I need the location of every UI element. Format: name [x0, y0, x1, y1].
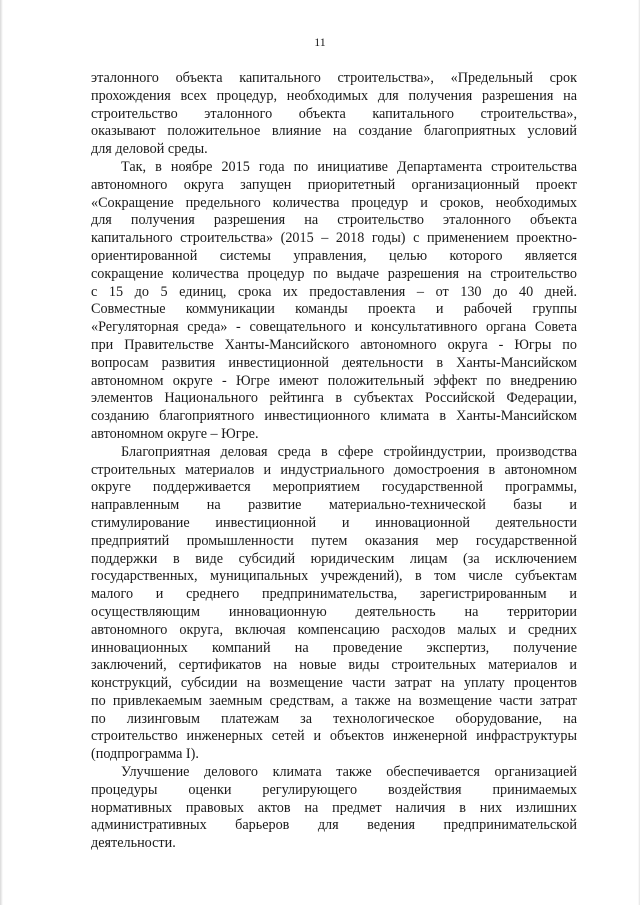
text-line: округе поддерживается мероприятием государственной программы,	[91, 479, 577, 496]
text-line: Улучшение делового климата также обеспечивается организацией	[121, 764, 577, 781]
text-line: по привлекаемым заемным средствам, а также на возмещение части затрат	[91, 692, 577, 709]
text-line: автономного округа запущен приоритетный организационный проект	[91, 176, 577, 193]
paragraph	[91, 444, 577, 764]
text-line: строительство эталонного объекта капитального строительства»,	[91, 105, 577, 122]
text-line: строительство инженерных сетей и объектов инженерной инфраструктуры	[91, 728, 577, 745]
text-line: сокращение количества процедур по выдаче разрешения на строительство	[91, 265, 577, 282]
text-line: осуществляющим инновационную деятельность на территории	[91, 603, 577, 620]
text-line: с 15 до 5 единиц, срока их предоставления – от 130 до 40 дней.	[91, 283, 577, 300]
text-line: элементов Национального рейтинга в субъектах Российской Федерации,	[91, 390, 577, 407]
text-line: деятельности.	[91, 835, 176, 852]
text-line: малого и среднего предпринимательства, зарегистрированным и	[91, 586, 577, 603]
text-line: заключений, сертификатов на новые виды строительных материалов и	[91, 657, 577, 674]
text-line: строительных материалов и индустриального домостроения в автономном	[91, 461, 577, 478]
text-line: ориентированной системы управления, целью которого является	[91, 247, 577, 264]
text-line: нормативных правовых актов на предмет наличия в них излишних	[91, 799, 577, 816]
text-line: стимулирование инвестиционной и инновационной деятельности	[91, 514, 577, 531]
text-line: прохождения всех процедур, необходимых для получения разрешения на	[91, 87, 577, 104]
paragraph	[91, 159, 577, 444]
paragraph	[91, 764, 577, 853]
text-line: предприятий промышленности путем оказания мер государственной	[91, 532, 577, 549]
scan-edge-left	[0, 0, 3, 905]
text-line: административных барьеров для ведения предпринимательской	[91, 817, 577, 834]
paragraph	[91, 70, 577, 159]
text-line: поддержки в виде субсидий юридическим лицам (за исключением	[91, 550, 577, 567]
text-line: (подпрограмма I).	[91, 746, 199, 763]
document-body	[91, 70, 577, 853]
text-line: инновационных компаний на проведение экспертиз, получение	[91, 639, 577, 656]
text-line: Так, в ноябре 2015 года по инициативе Департамента строительства	[121, 158, 577, 175]
text-line: эталонного объекта капитального строительства», «Предельный срок	[91, 70, 577, 86]
text-line: автономном округе - Югре имеют положительный эффект по внедрению	[91, 372, 577, 389]
text-line: конструкций, субсидии на возмещение части затрат на уплату процентов	[91, 675, 577, 692]
text-line: Благоприятная деловая среда в сфере стройиндустрии, производства	[121, 443, 577, 460]
text-line: для получения разрешения на строительство эталонного объекта	[91, 212, 577, 229]
text-line: «Регуляторная среда» - совещательного и консультативного органа Совета	[91, 319, 577, 336]
page-number: 11	[314, 35, 326, 49]
text-line: автономном округе – Югре.	[91, 425, 259, 442]
text-line: при Правительстве Ханты-Мансийского автономного округа - Югры по	[91, 336, 577, 353]
text-line: оказывают положительное влияние на создание благоприятных условий	[91, 123, 577, 140]
text-line: направленным на развитие материально-технической базы и	[91, 497, 577, 514]
text-line: для деловой среды.	[91, 141, 208, 158]
text-line: «Сокращение предельного количества процедур и сроков, необходимых	[91, 194, 577, 211]
text-line: вопросам развития инвестиционной деятельности в Ханты-Мансийском	[91, 354, 577, 371]
text-line: капитального строительства» (2015 – 2018 годы) с применением проектно-	[91, 230, 577, 247]
text-line: созданию благоприятного инвестиционного климата в Ханты-Мансийском	[91, 408, 577, 425]
text-line: по лизинговым платежам за технологическое оборудование, на	[91, 710, 577, 727]
text-line: процедуры оценки регулирующего воздействия принимаемых	[91, 781, 577, 798]
text-line: Совместные коммуникации команды проекта и рабочей группы	[91, 301, 577, 318]
text-line: государственных, муниципальных учреждений), в том числе субъектам	[91, 568, 577, 585]
text-line: автономного округа, включая компенсацию расходов малых и средних	[91, 621, 577, 638]
